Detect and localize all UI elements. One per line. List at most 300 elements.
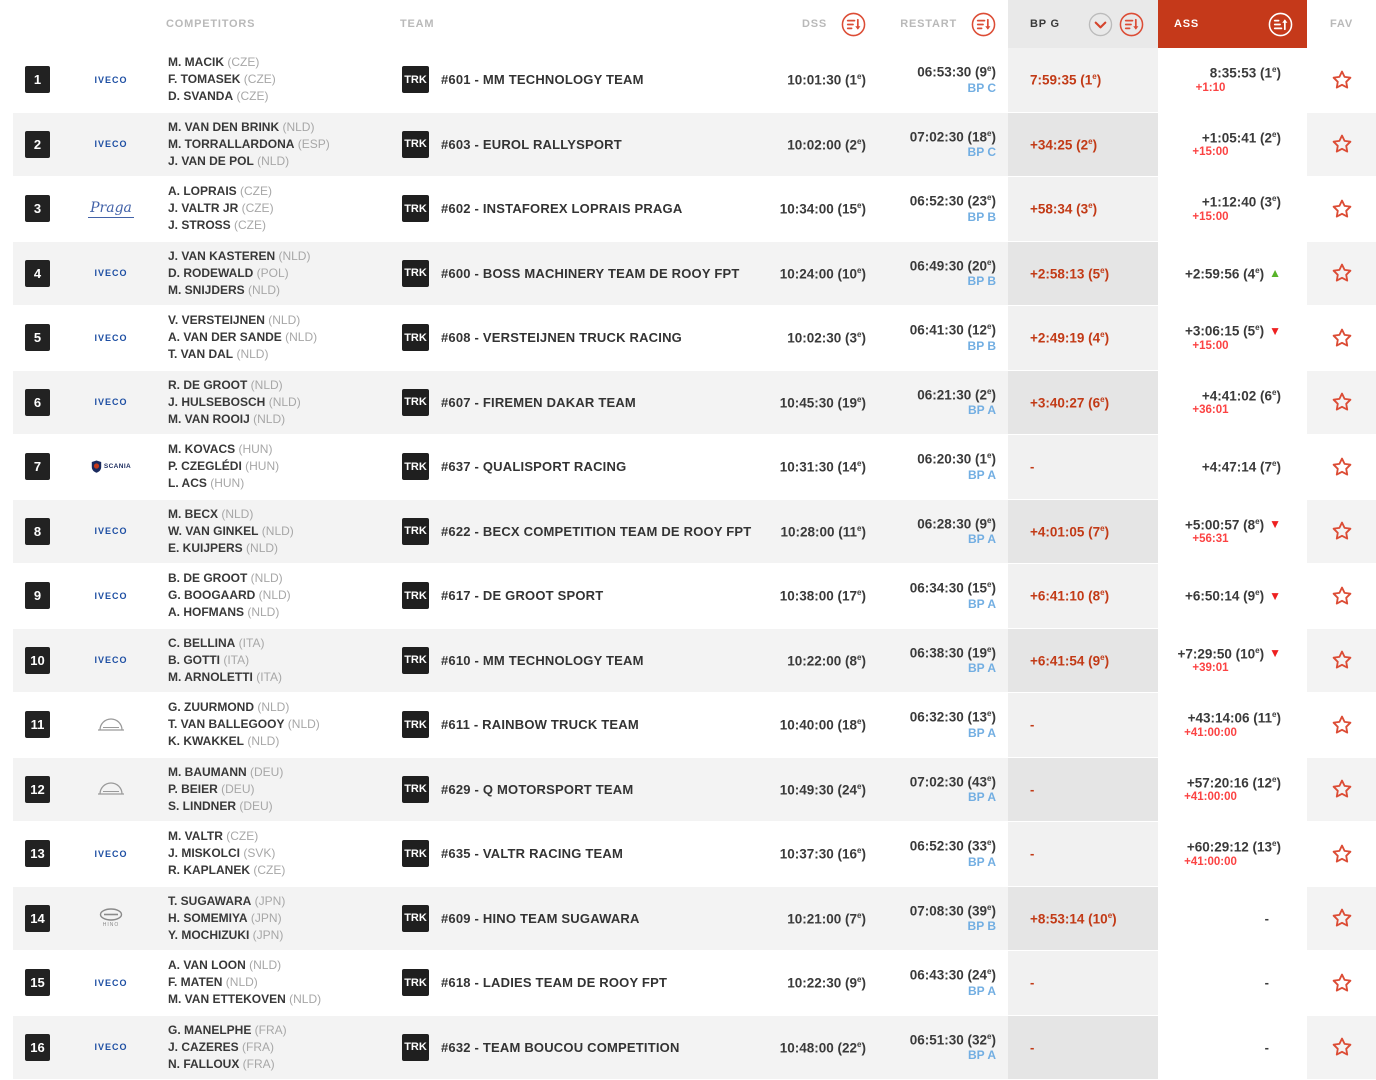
- crew-member: [168, 828, 258, 845]
- crew-member-name: L. ACS: [168, 476, 207, 491]
- crew-member-nationality: (NLD): [244, 282, 281, 297]
- bpg-gap-cell: [1008, 629, 1158, 693]
- team-name: #622 - BECX COMPETITION TEAM DE ROOY FPT: [441, 523, 752, 539]
- crew-member: [168, 652, 249, 669]
- restart-time: 06:43:30 (24e): [909, 967, 996, 983]
- bpg-gap-cell: [1008, 564, 1158, 628]
- competitors-cell: [166, 564, 400, 628]
- bp-zone-label: BP B: [967, 919, 996, 933]
- favorite-cell: [1307, 822, 1376, 886]
- crew-member: [168, 119, 314, 136]
- ass-time: +3:06:15 (5e): [1184, 323, 1265, 339]
- team-cell: [400, 758, 730, 822]
- crew-member-name: T. VAN DAL: [168, 347, 234, 362]
- position-badge: 12: [25, 776, 50, 803]
- ass-result-cell: [1158, 758, 1307, 822]
- crew-member: [168, 957, 281, 974]
- position-badge: 2: [25, 131, 50, 158]
- crew-member-nationality: (POL): [253, 265, 289, 280]
- crew-member-nationality: (HUN): [241, 459, 280, 474]
- bpg-empty-dash: -: [1030, 975, 1035, 991]
- restart-time: 06:34:30 (15e): [909, 580, 996, 596]
- bpg-empty-dash: -: [1030, 1039, 1035, 1055]
- dss-time-cell: [730, 371, 866, 435]
- star-outline-icon[interactable]: [1331, 649, 1353, 671]
- crew-member: [168, 217, 266, 234]
- position-cell: [13, 113, 56, 177]
- star-outline-icon[interactable]: [1331, 262, 1353, 284]
- bpg-gap-value: +58:34 (3e): [1030, 201, 1098, 217]
- team-cell: [400, 242, 740, 306]
- position-badge: 15: [25, 969, 50, 996]
- team-cell: [400, 693, 730, 757]
- ass-result-cell: [1158, 500, 1307, 564]
- table-row: [13, 758, 1376, 823]
- truck-category-badge: TRK: [402, 776, 429, 803]
- truck-category-badge: TRK: [402, 905, 429, 932]
- crew-member: [168, 458, 279, 475]
- crew-member-nationality: (NLD): [265, 394, 301, 409]
- restart-time-cell: [866, 177, 1008, 241]
- team-name: #637 - QUALISPORT RACING: [441, 459, 627, 475]
- position-badge: 5: [25, 324, 50, 351]
- crew-member-nationality: (NLD): [284, 717, 320, 732]
- dss-time: 10:45:30 (19e): [779, 394, 866, 410]
- bp-zone-label: BP B: [967, 209, 996, 224]
- crew-member-name: W. VAN GINKEL: [168, 523, 259, 538]
- restart-time: 06:41:30 (12e): [909, 322, 996, 338]
- favorite-cell: [1307, 887, 1376, 951]
- dss-time: 10:38:00 (17e): [779, 588, 866, 604]
- crew-member: [168, 781, 254, 798]
- crew-member-nationality: (FRA): [239, 1056, 275, 1071]
- crew-member: [168, 927, 283, 944]
- ass-time: +7:29:50 (10e): [1177, 645, 1265, 661]
- dss-time: 10:01:30 (1e): [787, 72, 866, 88]
- position-badge: 4: [25, 260, 50, 287]
- bpg-gap-cell: [1008, 822, 1158, 886]
- table-row: [13, 887, 1376, 952]
- bpg-gap-cell: [1008, 887, 1158, 951]
- restart-time-cell: [866, 1016, 1008, 1080]
- truck-category-badge: TRK: [402, 195, 429, 222]
- crew-member-name: E. KUIJPERS: [168, 540, 243, 555]
- bpg-empty-dash: -: [1030, 781, 1035, 797]
- crew-member-nationality: (CZE): [240, 72, 276, 87]
- crew-member-name: D. SVANDA: [168, 89, 234, 104]
- position-cell: [13, 177, 56, 241]
- crew-member-nationality: (JPN): [247, 910, 282, 925]
- bp-zone-label: BP A: [967, 403, 996, 417]
- crew-member-nationality: (NLD): [249, 411, 286, 426]
- iveco-logo: IVECO: [94, 332, 128, 343]
- star-outline-icon[interactable]: [1331, 585, 1353, 607]
- crew-member: [168, 475, 244, 492]
- brand-cell: [56, 306, 166, 370]
- star-outline-icon[interactable]: [1331, 456, 1353, 478]
- dss-time-cell: [730, 48, 866, 112]
- position-badge: 11: [25, 711, 50, 738]
- brand-cell: [56, 564, 166, 628]
- crew-member-nationality: (CZE): [238, 201, 274, 216]
- ass-result-cell: [1158, 1016, 1307, 1080]
- brand-cell: [56, 951, 166, 1015]
- truck-category-badge: TRK: [402, 453, 429, 480]
- crew-member-name: A. HOFMANS: [168, 605, 244, 620]
- crew-member: [168, 1039, 274, 1056]
- restart-time: 06:32:30 (13e): [909, 709, 996, 725]
- crew-member: [168, 54, 259, 71]
- bpg-gap-cell: [1008, 242, 1158, 306]
- crew-member-nationality: (FRA): [251, 1022, 287, 1037]
- ass-time: +4:47:14 (7e): [1201, 459, 1281, 475]
- dss-time-cell: [730, 306, 866, 370]
- competitors-cell: [166, 629, 400, 693]
- restart-time-cell: [866, 887, 1008, 951]
- table-row: [13, 371, 1376, 436]
- bp-zone-label: BP A: [967, 854, 996, 869]
- dss-time-cell: [730, 435, 866, 499]
- bpg-gap-value: +3:40:27 (6e): [1030, 394, 1110, 410]
- bpg-gap-cell: [1008, 306, 1158, 370]
- bp-zone-label: BP A: [967, 467, 996, 482]
- crew-member-name: T. SUGAWARA: [168, 893, 252, 908]
- crew-member-nationality: (NLD): [255, 588, 291, 603]
- competitors-cell: [166, 177, 400, 241]
- restart-time-cell: [866, 371, 1008, 435]
- favorite-cell: [1307, 693, 1376, 757]
- truck-category-badge: TRK: [402, 711, 429, 738]
- crew-member-nationality: (CZE): [224, 55, 260, 70]
- crew-member: [168, 910, 282, 927]
- crew-member-nationality: (NLD): [253, 153, 290, 168]
- bpg-gap-value: +2:58:13 (5e): [1030, 265, 1110, 281]
- crew-member: [168, 1022, 287, 1039]
- ass-result-cell: [1158, 242, 1307, 306]
- crew-member: [168, 329, 317, 346]
- crew-member: [168, 974, 258, 991]
- crew-member-name: M. VAN DEN BRINK: [168, 119, 280, 134]
- bp-zone-label: BP C: [967, 145, 996, 159]
- table-row: [13, 564, 1376, 629]
- star-outline-icon[interactable]: [1331, 972, 1353, 994]
- crew-member-nationality: (CZE): [230, 218, 267, 233]
- team-name: #607 - FIREMEN DAKAR TEAM: [441, 394, 636, 410]
- team-name: #600 - BOSS MACHINERY TEAM DE ROOY FPT: [441, 265, 740, 281]
- bpg-empty-dash: -: [1030, 846, 1035, 862]
- bpg-gap-value: +6:41:10 (8e): [1030, 588, 1110, 604]
- bpg-gap-cell: [1008, 177, 1158, 241]
- dss-time: 10:40:00 (18e): [779, 717, 866, 733]
- bp-zone-label: BP A: [967, 790, 996, 804]
- crew-member-nationality: (NLD): [281, 330, 318, 345]
- crew-member-name: F. TOMASEK: [168, 72, 241, 87]
- dss-time-cell: [730, 177, 866, 241]
- restart-time: 07:02:30 (18e): [909, 128, 996, 144]
- crew-member-nationality: (NLD): [264, 313, 301, 328]
- position-badge: 13: [25, 840, 50, 867]
- position-cell: [13, 1016, 56, 1080]
- crew-member: [168, 604, 279, 621]
- table-row: [13, 1016, 1376, 1080]
- ass-time-line: [1185, 266, 1281, 282]
- crew-member-nationality: (NLD): [247, 377, 283, 392]
- crew-member-nationality: (CZE): [250, 863, 286, 878]
- competitors-cell: [166, 48, 400, 112]
- favorite-cell: [1307, 177, 1376, 241]
- bpg-gap-value: +6:41:54 (9e): [1030, 652, 1110, 668]
- team-name: #629 - Q MOTORSPORT TEAM: [441, 781, 634, 797]
- position-cell: [13, 629, 56, 693]
- position-cell: [13, 951, 56, 1015]
- dss-time-cell: [730, 758, 866, 822]
- crew-member-name: M. KOVACS: [168, 442, 236, 457]
- crew-member: [168, 764, 283, 781]
- ass-result-cell: [1158, 887, 1307, 951]
- truck-category-badge: TRK: [402, 518, 429, 545]
- ass-result-cell: [1158, 629, 1307, 693]
- crew-member-nationality: (ITA): [252, 669, 282, 684]
- competitors-cell: [166, 242, 400, 306]
- star-outline-icon[interactable]: [1331, 907, 1353, 929]
- trend-down-icon: ▼: [1269, 588, 1281, 603]
- position-badge: 10: [25, 647, 50, 674]
- crew-member-nationality: (CZE): [222, 829, 259, 844]
- dss-time: 10:34:00 (15e): [779, 201, 866, 217]
- crew-member-name: J. VALTR JR: [168, 201, 239, 216]
- dss-time: 10:21:00 (7e): [787, 910, 866, 926]
- competitors-cell: [166, 951, 400, 1015]
- position-cell: [13, 371, 56, 435]
- team-name: #611 - RAINBOW TRUCK TEAM: [441, 717, 639, 733]
- bpg-gap-value: +4:01:05 (7e): [1030, 523, 1110, 539]
- crew-member-nationality: (ESP): [294, 136, 330, 151]
- bp-zone-label: BP A: [967, 596, 996, 611]
- crew-member: [168, 1056, 275, 1073]
- bp-zone-label: BP A: [967, 725, 996, 740]
- restart-time: 06:49:30 (20e): [909, 257, 996, 273]
- crew-member-nationality: (NLD): [244, 605, 280, 620]
- table-row: [13, 242, 1376, 307]
- crew-member: [168, 669, 282, 686]
- crew-member-name: P. BEIER: [168, 781, 218, 796]
- crew-member: [168, 265, 289, 282]
- dss-time: 10:49:30 (24e): [779, 781, 866, 797]
- crew-member-nationality: (NLD): [247, 571, 283, 586]
- bpg-gap-cell: [1008, 758, 1158, 822]
- dss-time: 10:37:30 (16e): [779, 846, 866, 862]
- crew-member-name: M. VALTR: [168, 829, 223, 844]
- ass-time-line: [1185, 517, 1281, 533]
- brand-cell: [56, 500, 166, 564]
- sort-amount-desc-icon[interactable]: [971, 12, 996, 37]
- bpg-empty-dash: -: [1030, 459, 1035, 475]
- scania-logo: SCANIA: [91, 460, 131, 473]
- star-outline-icon[interactable]: [1331, 1036, 1353, 1058]
- sort-amount-asc-icon[interactable]: [1268, 12, 1293, 37]
- crew-member: [168, 394, 301, 411]
- ass-empty-dash: -: [1264, 1039, 1269, 1055]
- restart-time: 06:52:30 (33e): [909, 838, 996, 854]
- truck-category-badge: TRK: [402, 324, 429, 351]
- team-cell: [400, 822, 730, 886]
- dss-time-cell: [730, 242, 866, 306]
- bpg-gap-cell: [1008, 48, 1158, 112]
- penalty-value: +56:31: [1192, 533, 1229, 545]
- crew-member: [168, 635, 264, 652]
- crew-member-nationality: (DEU): [246, 764, 284, 779]
- crew-member: [168, 136, 330, 153]
- position-cell: [13, 822, 56, 886]
- favorite-cell: [1307, 500, 1376, 564]
- column-header-bpg: BP G: [1008, 0, 1158, 48]
- crew-member-nationality: (NLD): [258, 523, 294, 538]
- brand-cell: [56, 629, 166, 693]
- dss-time: 10:22:30 (9e): [787, 975, 866, 991]
- table-row: [13, 113, 1376, 178]
- competitors-cell: [166, 1016, 400, 1080]
- favorite-cell: [1307, 435, 1376, 499]
- crew-member: [168, 699, 289, 716]
- table-row: [13, 177, 1376, 242]
- brand-cell: [56, 822, 166, 886]
- table-row: [13, 693, 1376, 758]
- restart-time-cell: [866, 629, 1008, 693]
- truck-category-badge: TRK: [402, 647, 429, 674]
- competitors-cell: [166, 822, 400, 886]
- dss-time-cell: [730, 822, 866, 886]
- bpg-gap-value: +2:49:19 (4e): [1030, 330, 1110, 346]
- star-outline-icon[interactable]: [1331, 198, 1353, 220]
- crew-member: [168, 200, 274, 217]
- crew-member-name: G. BOOGAARD: [168, 588, 256, 603]
- column-header-fav: FAV: [1330, 18, 1353, 30]
- team-name: #635 - VALTR RACING TEAM: [441, 846, 624, 862]
- ass-time-line: [1185, 588, 1281, 604]
- bp-zone-label: BP B: [967, 274, 996, 288]
- crew-member-nationality: (NLD): [244, 734, 280, 749]
- penalty-value: +36:01: [1192, 404, 1229, 416]
- competitors-cell: [166, 758, 400, 822]
- truck-category-badge: TRK: [402, 66, 429, 93]
- competitors-cell: [166, 371, 400, 435]
- crew-member-name: M. MACIK: [168, 55, 224, 70]
- crew-member-nationality: (HUN): [235, 442, 273, 457]
- trend-down-icon: ▼: [1269, 323, 1281, 338]
- crew-member-nationality: (NLD): [245, 958, 282, 973]
- crew-member: [168, 523, 294, 540]
- crew-member: [168, 183, 272, 200]
- star-outline-icon[interactable]: [1331, 69, 1353, 91]
- trend-down-icon: ▼: [1269, 646, 1281, 661]
- ass-result-cell: [1158, 177, 1307, 241]
- position-cell: [13, 306, 56, 370]
- team-name: #618 - LADIES TEAM DE ROOY FPT: [441, 975, 668, 991]
- restart-time-cell: [866, 435, 1008, 499]
- crew-member-name: J. MISKOLCI: [168, 846, 241, 861]
- crew-member-name: J. VAN DE POL: [168, 153, 254, 168]
- star-outline-icon[interactable]: [1331, 778, 1353, 800]
- favorite-cell: [1307, 48, 1376, 112]
- position-badge: 8: [25, 518, 50, 545]
- truck-category-badge: TRK: [402, 260, 429, 287]
- crew-member-nationality: (FRA): [238, 1039, 275, 1054]
- table-row: [13, 435, 1376, 500]
- crew-member: [168, 441, 272, 458]
- ass-result-cell: [1158, 113, 1307, 177]
- dss-time-cell: [730, 113, 866, 177]
- ass-result-cell: [1158, 435, 1307, 499]
- iveco-logo: IVECO: [94, 590, 128, 601]
- truck-category-badge: TRK: [402, 969, 429, 996]
- bp-zone-label: BP A: [967, 661, 996, 675]
- favorite-cell: [1307, 113, 1376, 177]
- position-badge: 7: [25, 453, 50, 480]
- brand-cell: [56, 113, 166, 177]
- chevron-down-icon[interactable]: [1088, 12, 1113, 37]
- star-outline-icon[interactable]: [1331, 843, 1353, 865]
- crew-member-nationality: (JPN): [251, 893, 286, 908]
- dss-time-cell: [730, 693, 866, 757]
- crew-member: [168, 862, 285, 879]
- team-cell: [400, 1016, 730, 1080]
- ass-empty-dash: -: [1264, 910, 1269, 926]
- bpg-gap-cell: [1008, 951, 1158, 1015]
- star-outline-icon[interactable]: [1331, 391, 1353, 413]
- restart-time: 06:53:30 (9e): [917, 64, 996, 80]
- crew-member-nationality: (NLD): [275, 248, 311, 263]
- star-outline-icon[interactable]: [1331, 714, 1353, 736]
- penalty-value: +1:10: [1195, 81, 1226, 94]
- ass-time: +1:05:41 (2e): [1201, 129, 1281, 145]
- crew-member: [168, 153, 289, 170]
- ass-time: +43:14:06 (11e): [1187, 710, 1281, 726]
- table-row: [13, 951, 1376, 1016]
- crew-member: [168, 733, 279, 750]
- crew-member: [168, 248, 310, 265]
- penalty-value: +39:01: [1192, 662, 1229, 674]
- column-header-restart: RESTART: [866, 0, 1008, 48]
- star-outline-icon[interactable]: [1331, 133, 1353, 155]
- star-outline-icon[interactable]: [1331, 327, 1353, 349]
- team-name: #610 - MM TECHNOLOGY TEAM: [441, 652, 644, 668]
- crew-member-nationality: (CZE): [233, 89, 269, 104]
- crew-member-nationality: (DEU): [236, 798, 273, 813]
- competitors-cell: [166, 887, 400, 951]
- bpg-gap-cell: [1008, 1016, 1158, 1080]
- position-badge: 3: [25, 195, 50, 222]
- truck-category-badge: TRK: [402, 840, 429, 867]
- position-cell: [13, 435, 56, 499]
- crew-member-name: J. CAZERES: [168, 1039, 239, 1054]
- team-cell: [400, 371, 730, 435]
- crew-member: [168, 346, 268, 363]
- brand-cell: [56, 242, 166, 306]
- team-name: #608 - VERSTEIJNEN TRUCK RACING: [441, 330, 682, 346]
- competitors-cell: [166, 500, 400, 564]
- truck-category-badge: TRK: [402, 131, 429, 158]
- header-brand-spacer: [56, 0, 166, 48]
- iveco-logo: IVECO: [94, 977, 128, 988]
- crew-member-name: C. BELLINA: [168, 635, 236, 650]
- bpg-gap-cell: [1008, 371, 1158, 435]
- ass-time-line: [1187, 839, 1281, 855]
- sort-amount-desc-icon[interactable]: [1119, 12, 1144, 37]
- sort-amount-desc-icon[interactable]: [841, 12, 866, 37]
- crew-member-name: M. BECX: [168, 506, 219, 521]
- star-outline-icon[interactable]: [1331, 520, 1353, 542]
- crew-member: [168, 88, 268, 105]
